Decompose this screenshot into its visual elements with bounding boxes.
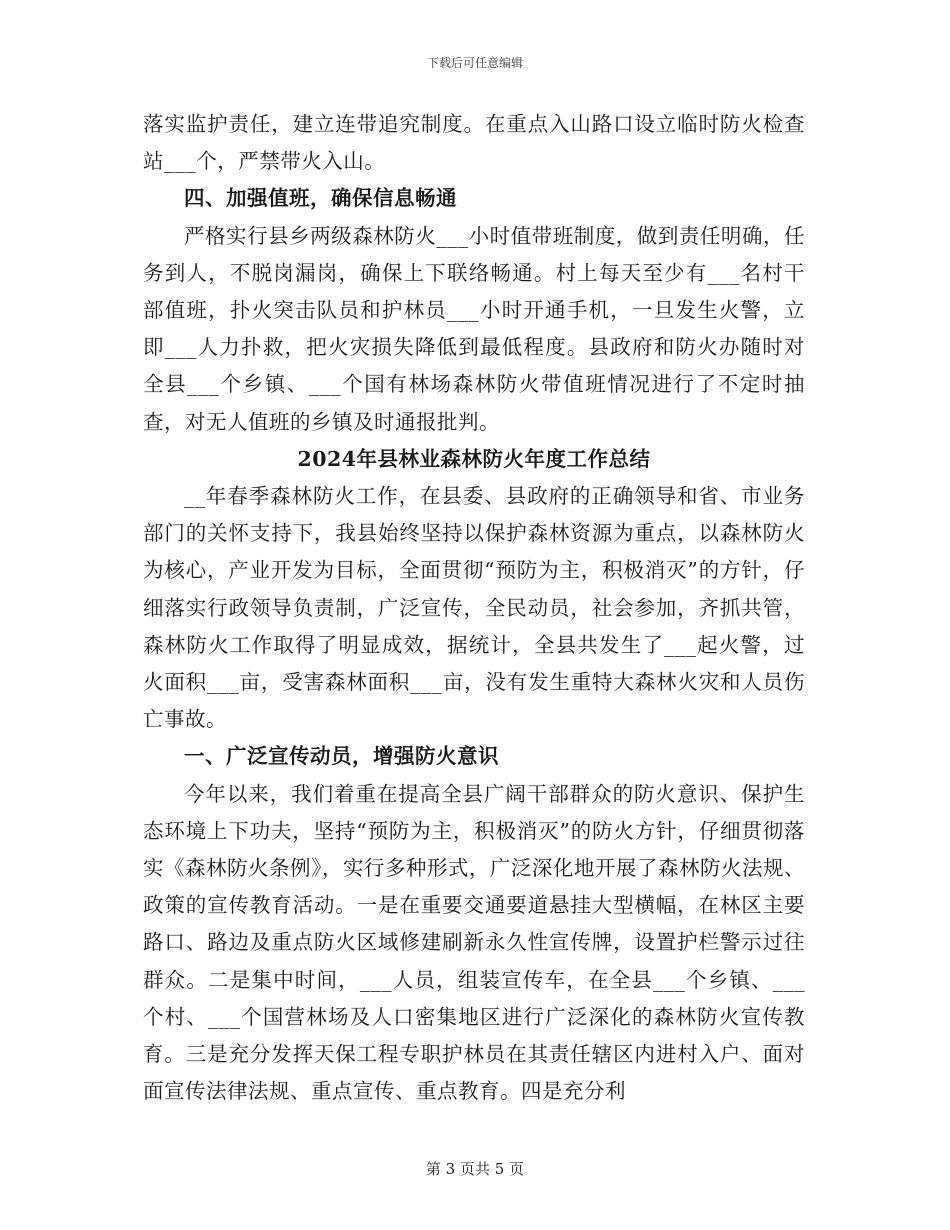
paragraph-duty: 严格实行县乡两级森林防火___小时值带班制度，做到责任明确，任务到人，不脱岗漏岗，确保上下联络畅通。村上每天至少有___名村干部值班，扑火突击队员和护林员___小时开通手机，一旦发生火警，立即___人力扑救，把火灾损失降低到最低程度。县政府和防火办随时对全县___个乡镇、___个国有林场森林防火带值班情况进行了不定时抽查，对无人值班的乡镇及时通报批判。: [143, 223, 805, 434]
paragraph-publicity: 今年以来，我们着重在提高全县广阔干部群众的防火意识、保护生态环境上下功夫，坚持“预防为主，积极消灭”的防火方针，仔细贯彻落实《森林防火条例》，实行多种形式，广泛深化地开展了森林防火法规、政策的宣传教育活动。一是在重要交通要道悬挂大型横幅，在林区主要路口、路边及重点防火区域修建刷新永久性宣传牌，设置护栏警示过往群众。二是集中时间，___人员，组装宣传车，在全县___个乡镇、___个村、___个国营林场及人口密集地区进行广泛深化的森林防火宣传教育。三是充分发挥天保工程专职护林员在其责任辖区内进村入户、面对面宣传法律法规、重点宣传、重点教育。四是充分利: [143, 781, 805, 1104]
page-footer: 第 3 页共 5 页: [425, 1160, 525, 1178]
section-heading-1: 一、广泛宣传动员，增强防火意识: [184, 744, 499, 769]
page-header: 下载后可任意编辑: [426, 56, 523, 70]
section-heading-4: 四、加强值班，确保信息畅通: [184, 186, 457, 211]
document-title: 2024年县林业森林防火年度工作总结: [297, 446, 651, 471]
document-body: [143, 106, 805, 1110]
paragraph-continuation: 落实监护责任，建立连带追究制度。在重点入山路口设立临时防火检查站___个，严禁带火入山。: [143, 112, 805, 174]
paragraph-intro: __年春季森林防火工作，在县委、县政府的正确领导和省、市业务部门的关怀支持下，我县始终坚持以保护森林资源为重点，以森林防火为核心，产业开发为目标，全面贯彻“预防为主，积极消灭”的方针，仔细落实行政领导负责制，广泛宣传，全民动员，社会参加，齐抓共管，森林防火工作取得了明显成效，据统计，全县共发生了___起火警，过火面积___亩，受害森林面积___亩，没有发生重特大森林火灾和人员伤亡事故。: [143, 484, 805, 732]
